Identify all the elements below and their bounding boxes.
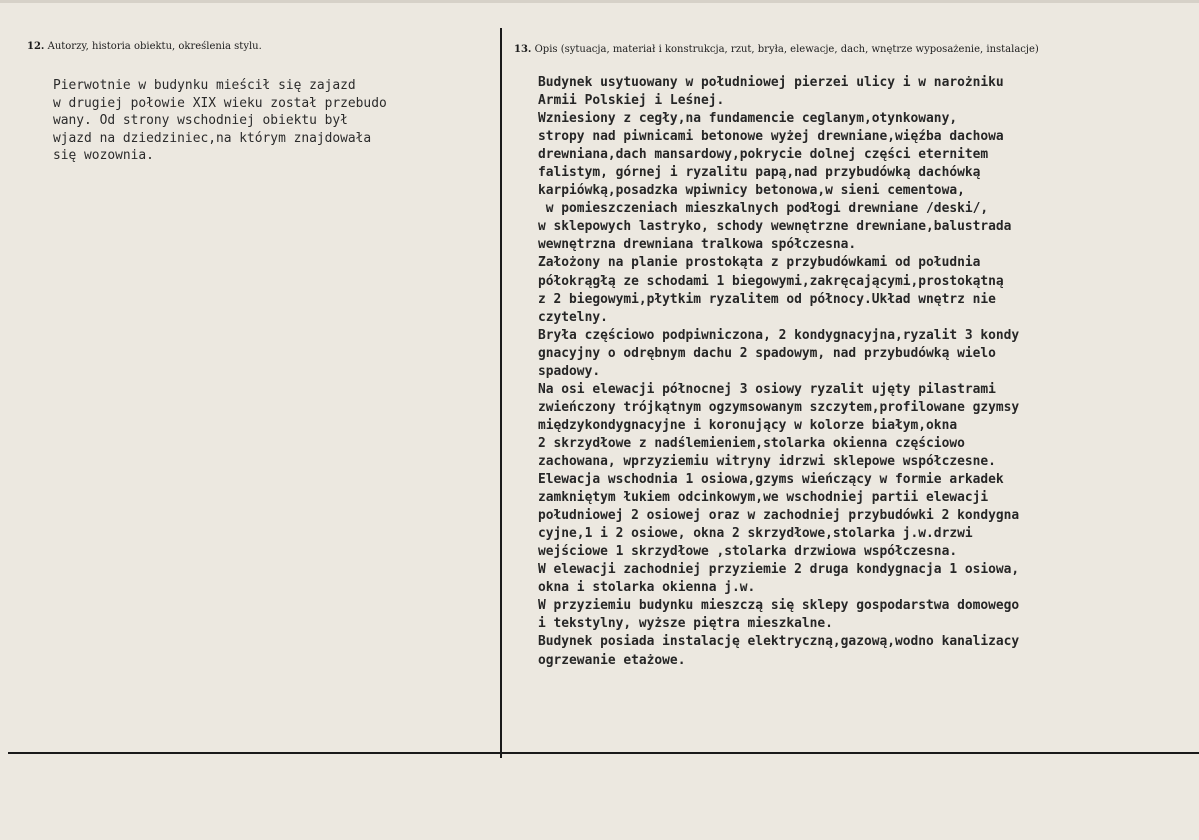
section-13-text-line: Wzniesiony z cegły,na fundamencie ceglanym,otynkowany, [538, 111, 958, 127]
section-13-text-line: półokrągłą ze schodami 1 biegowymi,zakręcającymi,prostokątną [538, 273, 1004, 289]
section-13-text-line: spadowy. [538, 363, 601, 379]
section-12-title: Autorzy, historia obiektu, określenia stylu. [47, 41, 262, 52]
section-13-text-line: Budynek posiada instalację elektryczną,gazową,wodno kanalizacy [538, 634, 1020, 650]
section-12-text-line: się wozownia. [53, 148, 154, 164]
section-13-text-line: Armii Polskiej i Leśnej. [538, 93, 725, 109]
section-13-text-line: cyjne,1 i 2 osiowe, okna 2 skrzydłowe,stolarka j.w.drzwi [538, 526, 973, 542]
section-13-text-line: wejściowe 1 skrzydłowe ,stolarka drzwiowa współczesna. [538, 544, 958, 560]
section-12-text-line: Pierwotnie w budynku mieścił się zajazd [53, 78, 356, 93]
section-13-text-line: Bryła częściowo podpiwniczona, 2 kondygnacyjna,ryzalit 3 kondy [538, 327, 1020, 343]
section-13-text-line: 2 skrzydłowe z nadślemieniem,stolarka okienna częściowo [538, 435, 965, 451]
section-13-text-line: gnacyjny o odrębnym dachu 2 spadowym, nad przybudówką wielo [538, 345, 996, 361]
section-13-text-line: czytelny. [538, 309, 608, 325]
section-12-body [53, 77, 387, 165]
section-13-text-line: zwieńczony trójkątnym ogzymsowanym szczytem,profilowane gzymsy [538, 399, 1020, 415]
bottom-rule [8, 752, 1199, 754]
section-13-text-line: w sklepowych lastryko, schody wewnętrzne drewniane,balustrada [538, 219, 1012, 235]
section-12-text-line: wany. Od strony wschodniej obiektu był [53, 113, 348, 129]
section-13-heading [514, 44, 1039, 55]
section-13-text-line: W elewacji zachodniej przyziemie 2 druga kondygnacja 1 osiowa, [538, 562, 1020, 578]
section-12-heading [27, 41, 262, 52]
section-12-text-line: wjazd na dziedziniec,na którym znajdowała [53, 130, 372, 146]
section-13-text-line: ogrzewanie etażowe. [538, 652, 686, 668]
section-13-text-line: zachowana, wprzyziemiu witryny idrzwi sklepowe współczesne. [538, 453, 996, 469]
section-13-text-line: południowej 2 osiowej oraz w zachodniej przybudówki 2 kondygna [538, 508, 1020, 524]
section-13-text-line: Elewacja wschodnia 1 osiowa,gzyms wieńczący w formie arkadek [538, 472, 1004, 488]
section-13-text-line: W przyziemiu budynku mieszczą się sklepy gospodarstwa domowego [538, 598, 1020, 614]
section-13-body [538, 74, 1019, 670]
section-13-text-line: z 2 biegowymi,płytkim ryzalitem od północy.Układ wnętrz nie [538, 291, 996, 307]
section-13-text-line: i tekstylny, wyższe piętra mieszkalne. [538, 616, 833, 632]
section-13-title: Opis (sytuacja, materiał i konstrukcja, rzut, bryła, elewacje, dach, wnętrze wyposażenie, instalacje) [534, 44, 1039, 55]
section-13-text-line: drewniana,dach mansardowy,pokrycie dolnej części eternitem [538, 147, 989, 163]
section-12-number: 12. [27, 41, 45, 52]
section-13-text-line: falistym, górnej i ryzalitu papą,nad przybudówką dachówką [538, 165, 981, 181]
section-13-text-line: wewnętrzna drewniana tralkowa spółczesna. [538, 237, 857, 253]
section-13-number: 13. [514, 44, 532, 55]
section-13-text-line: stropy nad piwnicami betonowe wyżej drewniane,więźba dachowa [538, 129, 1004, 145]
section-13-text-line: Założony na planie prostokąta z przybudówkami od południa [538, 255, 981, 271]
top-edge-rule [0, 0, 1199, 3]
section-12-text-line: w drugiej połowie XIX wieku został przebudo [53, 95, 387, 111]
section-13-text-line: karpiówką,posadzka wpiwnicy betonowa,w sieni cementowa, [538, 183, 965, 199]
section-13-text-line: w pomieszczeniach mieszkalnych podłogi drewniane /deski/, [538, 201, 989, 217]
section-13-text-line: międzykondygnacyjne i koronujący w kolorze białym,okna [538, 417, 958, 433]
section-13-text-line: Budynek usytuowany w południowej pierzei ulicy i w narożniku [538, 75, 1004, 90]
section-13-text-line: zamkniętym łukiem odcinkowym,we wschodniej partii elewacji [538, 490, 989, 506]
section-13-text-line: Na osi elewacji północnej 3 osiowy ryzalit ujęty pilastrami [538, 381, 996, 397]
column-divider [500, 28, 502, 758]
section-13-text-line: okna i stolarka okienna j.w. [538, 580, 756, 596]
